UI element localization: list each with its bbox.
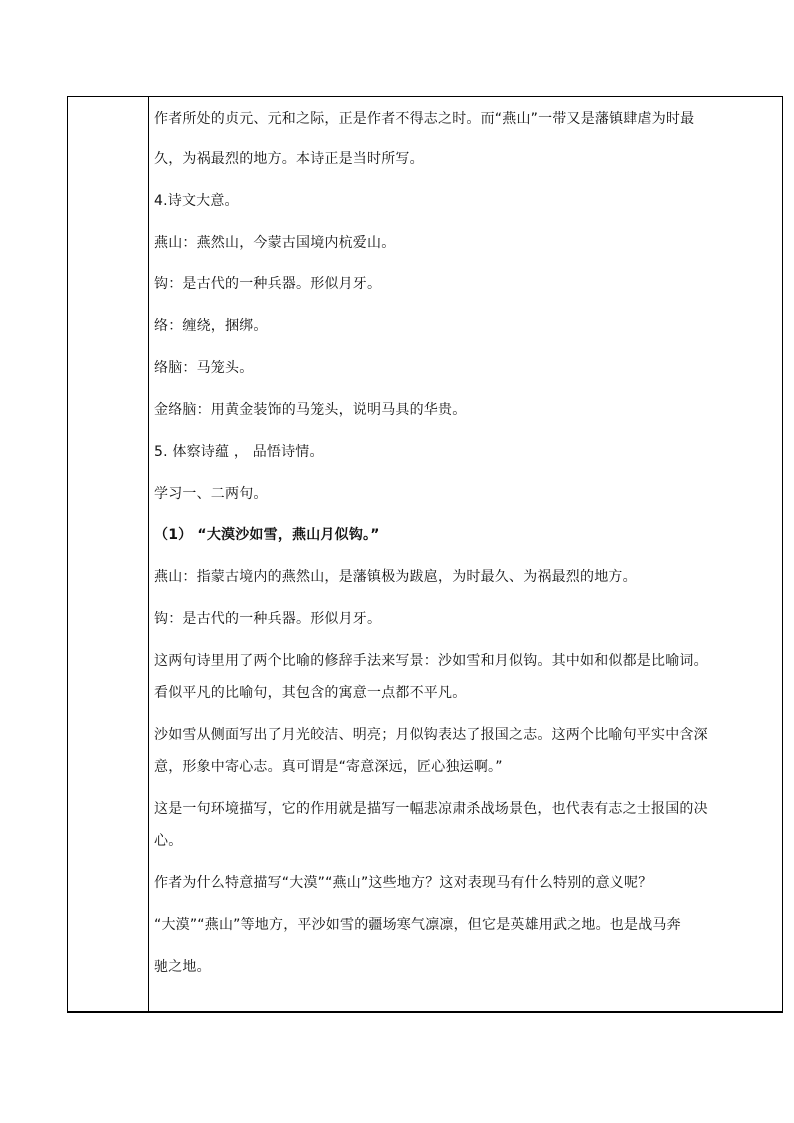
- paragraph-line: 心。: [154, 833, 183, 849]
- paragraph-line: 意，形象中寄心志。真可谓是“寄意深远，匠心独运啊。”: [154, 759, 503, 775]
- definition-line: 络脑：马笼头。: [154, 360, 254, 376]
- paragraph-line: “大漠”“燕山”等地方，平沙如雪的疆场寒气凛凛，但它是英雄用武之地。也是战马奔: [154, 917, 681, 933]
- paragraph-line: 作者所处的贞元、元和之际，正是作者不得志之时。而“燕山”一带又是藩镇肆虐为时最: [154, 111, 695, 127]
- paragraph-line: 驰之地。: [154, 959, 211, 975]
- definition-line: 金络脑：用黄金装饰的马笼头，说明马具的华贵。: [154, 402, 467, 418]
- paragraph-line: 沙如雪从侧面写出了月光皎洁、明亮；月似钩表达了报国之志。这两个比喻句平实中含深: [154, 727, 708, 743]
- section-heading: 4.诗文大意。: [154, 193, 239, 209]
- definition-line: 钩：是古代的一种兵器。形似月牙。: [154, 276, 382, 292]
- definition-line: 络：缠绕，捆绑。: [154, 318, 268, 334]
- paragraph-line: 看似平凡的比喻句，其包含的寓意一点都不平凡。: [154, 685, 467, 701]
- section-heading: 5. 体察诗蕴 ， 品悟诗情。: [154, 444, 324, 460]
- paragraph-line: 这是一句环境描写，它的作用就是描写一幅悲凉肃杀战场景色，也代表有志之士报国的决: [154, 801, 708, 817]
- definition-line: 燕山：指蒙古境内的燕然山，是藩镇极为跋扈，为时最久、为祸最烈的地方。: [154, 569, 637, 585]
- poem-quote-line: （1） “大漠沙如雪，燕山月似钩。”: [154, 527, 380, 543]
- paragraph-line: 学习一、二两句。: [154, 486, 268, 502]
- column-divider: [148, 97, 149, 1011]
- definition-line: 燕山：燕然山，今蒙古国境内杭爱山。: [154, 235, 396, 251]
- definition-line: 钩：是古代的一种兵器。形似月牙。: [154, 611, 382, 627]
- lesson-table: [67, 96, 783, 1013]
- left-column-cell: [68, 97, 148, 1011]
- paragraph-line: 久，为祸最烈的地方。本诗正是当时所写。: [154, 151, 424, 167]
- question-line: 作者为什么特意描写“大漠”“燕山”这些地方？这对表现马有什么特别的意义呢？: [154, 875, 653, 891]
- paragraph-line: 这两句诗里用了两个比喻的修辞手法来写景：沙如雪和月似钩。其中如和似都是比喻词。: [154, 653, 708, 669]
